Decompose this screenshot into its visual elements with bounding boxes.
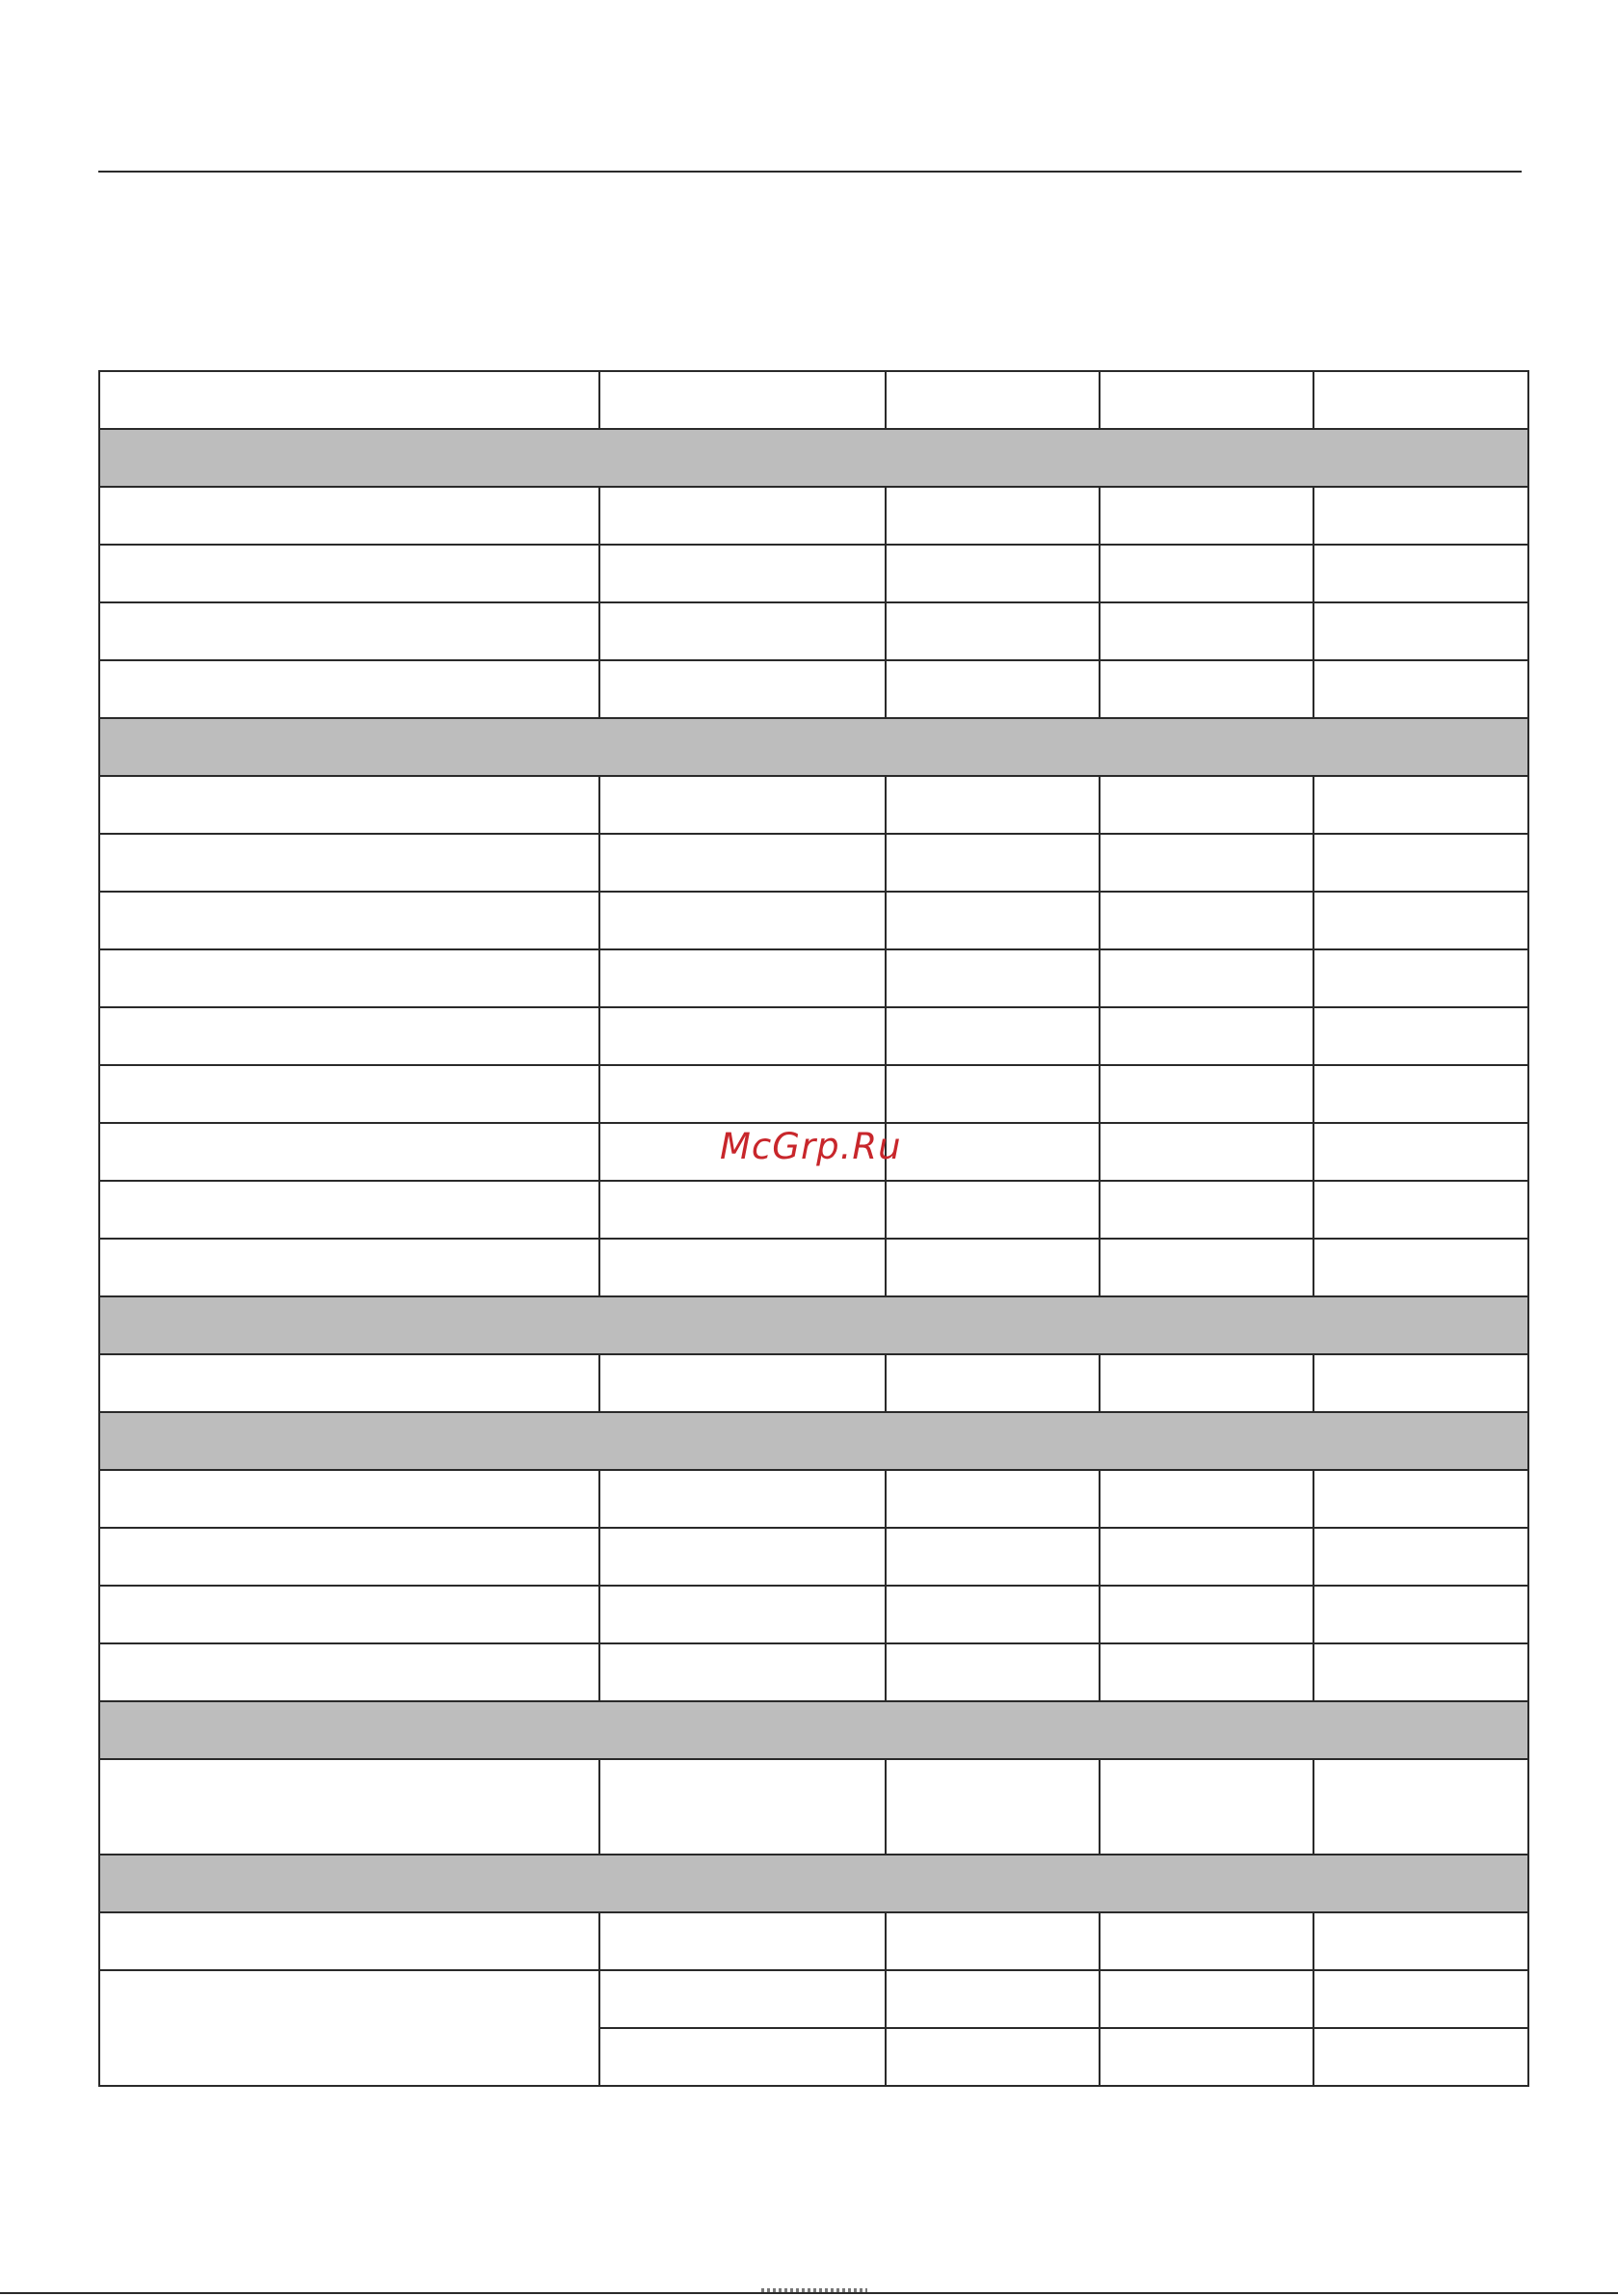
table-cell — [99, 1586, 599, 1643]
table-row — [99, 1470, 1528, 1528]
table-cell — [1313, 1970, 1528, 2028]
table-cell — [1100, 602, 1313, 660]
table-header-row — [99, 371, 1528, 429]
table-cell — [599, 1970, 886, 2028]
table-cell — [599, 776, 886, 834]
table-cell — [886, 1181, 1100, 1239]
table-cell — [599, 1354, 886, 1412]
table-cell — [1100, 660, 1313, 718]
table-row — [99, 1181, 1528, 1239]
table-cell — [1100, 1065, 1313, 1123]
table-cell — [99, 1239, 599, 1296]
section-header-row — [99, 718, 1528, 776]
table-row — [99, 1239, 1528, 1296]
table-cell — [99, 1470, 599, 1528]
table-cell — [886, 1643, 1100, 1701]
table-cell — [886, 1007, 1100, 1065]
table-row — [99, 1586, 1528, 1643]
table-row-tall — [99, 1759, 1528, 1855]
table-cell — [1313, 834, 1528, 892]
table-cell — [99, 1007, 599, 1065]
table-cell — [599, 1181, 886, 1239]
table-cell — [886, 1586, 1100, 1643]
table-cell — [99, 545, 599, 602]
table-cell — [99, 371, 599, 429]
table-cell — [1313, 776, 1528, 834]
table-cell — [886, 776, 1100, 834]
specification-table — [98, 370, 1529, 2087]
table-row — [99, 660, 1528, 718]
table-row — [99, 1007, 1528, 1065]
table-cell — [886, 545, 1100, 602]
table-cell — [886, 834, 1100, 892]
table-cell — [886, 602, 1100, 660]
table-cell — [1313, 1123, 1528, 1181]
table-cell — [99, 1759, 599, 1855]
section-header-cell — [99, 1296, 1528, 1354]
merged-label-cell — [99, 1970, 599, 2086]
table-cell — [1100, 949, 1313, 1007]
table-cell — [599, 1239, 886, 1296]
table-cell — [1100, 1239, 1313, 1296]
table-cell — [599, 1065, 886, 1123]
table-cell — [99, 776, 599, 834]
table-cell — [1100, 1970, 1313, 2028]
table-cell — [1313, 371, 1528, 429]
table-cell — [599, 1643, 886, 1701]
section-header-cell — [99, 1701, 1528, 1759]
table-cell — [99, 1912, 599, 1970]
section-header-row — [99, 429, 1528, 487]
table-row — [99, 1912, 1528, 1970]
table-cell — [99, 1065, 599, 1123]
table-cell — [1313, 1239, 1528, 1296]
table-cell — [886, 892, 1100, 949]
table-cell — [599, 487, 886, 545]
table-row — [99, 1528, 1528, 1586]
table-cell — [1100, 1354, 1313, 1412]
table-cell — [886, 660, 1100, 718]
table-cell — [1100, 545, 1313, 602]
table-row — [99, 776, 1528, 834]
table-row — [99, 1354, 1528, 1412]
header-rule — [98, 171, 1522, 173]
table-cell — [1313, 1759, 1528, 1855]
table-cell — [1313, 949, 1528, 1007]
table-cell — [886, 1239, 1100, 1296]
table-cell — [599, 1759, 886, 1855]
section-header-row — [99, 1701, 1528, 1759]
table-cell — [886, 1354, 1100, 1412]
table-cell — [886, 371, 1100, 429]
section-header-cell — [99, 1855, 1528, 1912]
table-cell — [1100, 892, 1313, 949]
table-cell — [1100, 776, 1313, 834]
table-cell — [1313, 1354, 1528, 1412]
table-cell — [1313, 1065, 1528, 1123]
footer-mark — [761, 2288, 867, 2292]
table-cell — [599, 545, 886, 602]
table-cell — [1313, 1643, 1528, 1701]
table-cell — [599, 371, 886, 429]
section-header-row — [99, 1412, 1528, 1470]
table-row — [99, 602, 1528, 660]
table-cell — [1313, 1181, 1528, 1239]
table-cell — [1100, 371, 1313, 429]
table-cell — [99, 1123, 599, 1181]
table-row — [99, 949, 1528, 1007]
section-header-cell — [99, 1412, 1528, 1470]
table-cell — [599, 1912, 886, 1970]
table-cell — [1313, 892, 1528, 949]
table-cell — [1100, 1123, 1313, 1181]
table-cell — [1313, 545, 1528, 602]
table-cell — [1313, 487, 1528, 545]
table-cell — [1100, 1643, 1313, 1701]
section-header-cell — [99, 429, 1528, 487]
table-cell — [1313, 1007, 1528, 1065]
table-cell — [1313, 2028, 1528, 2086]
table-cell — [99, 1643, 599, 1701]
footer-rule — [0, 2292, 1618, 2294]
table-row — [99, 892, 1528, 949]
table-cell — [1100, 1912, 1313, 1970]
table-cell — [886, 1123, 1100, 1181]
table-row — [99, 1065, 1528, 1123]
table-cell — [99, 660, 599, 718]
table-cell — [599, 834, 886, 892]
table-cell — [1313, 602, 1528, 660]
table-cell — [886, 1759, 1100, 1855]
section-header-row — [99, 1296, 1528, 1354]
table-row — [99, 1643, 1528, 1701]
table-cell — [886, 1528, 1100, 1586]
table-row — [99, 1970, 1528, 2028]
table-cell — [1313, 1912, 1528, 1970]
table-cell — [1100, 1759, 1313, 1855]
table-cell — [1100, 1181, 1313, 1239]
table-cell — [599, 892, 886, 949]
table-cell — [886, 487, 1100, 545]
table-cell — [886, 1912, 1100, 1970]
table-cell — [1100, 834, 1313, 892]
table-cell — [1100, 1586, 1313, 1643]
table-cell — [99, 1181, 599, 1239]
table-cell — [599, 660, 886, 718]
table-cell — [886, 949, 1100, 1007]
table-cell — [599, 2028, 886, 2086]
table-row — [99, 487, 1528, 545]
watermark-text: McGrp.Ru — [720, 1126, 902, 1167]
table-cell — [886, 1970, 1100, 2028]
table-cell — [99, 487, 599, 545]
table-cell — [599, 1007, 886, 1065]
table-cell — [599, 1528, 886, 1586]
table-cell — [599, 949, 886, 1007]
table-cell — [99, 949, 599, 1007]
table-cell — [1313, 1470, 1528, 1528]
table-cell — [1313, 660, 1528, 718]
table-cell — [99, 834, 599, 892]
table-cell — [99, 602, 599, 660]
table-cell — [886, 1065, 1100, 1123]
table-cell — [886, 2028, 1100, 2086]
table-cell — [1100, 1528, 1313, 1586]
table-cell — [1100, 1470, 1313, 1528]
table-row — [99, 545, 1528, 602]
table-cell — [886, 1470, 1100, 1528]
table-row — [99, 834, 1528, 892]
table-cell — [1100, 487, 1313, 545]
table-cell — [1100, 2028, 1313, 2086]
table-cell — [599, 1586, 886, 1643]
table-cell — [1100, 1007, 1313, 1065]
table-cell — [599, 602, 886, 660]
table-cell — [1313, 1528, 1528, 1586]
table-cell — [1313, 1586, 1528, 1643]
table-cell — [99, 892, 599, 949]
table-cell — [99, 1528, 599, 1586]
table-cell — [599, 1470, 886, 1528]
section-header-row — [99, 1855, 1528, 1912]
table-cell — [99, 1354, 599, 1412]
section-header-cell — [99, 718, 1528, 776]
